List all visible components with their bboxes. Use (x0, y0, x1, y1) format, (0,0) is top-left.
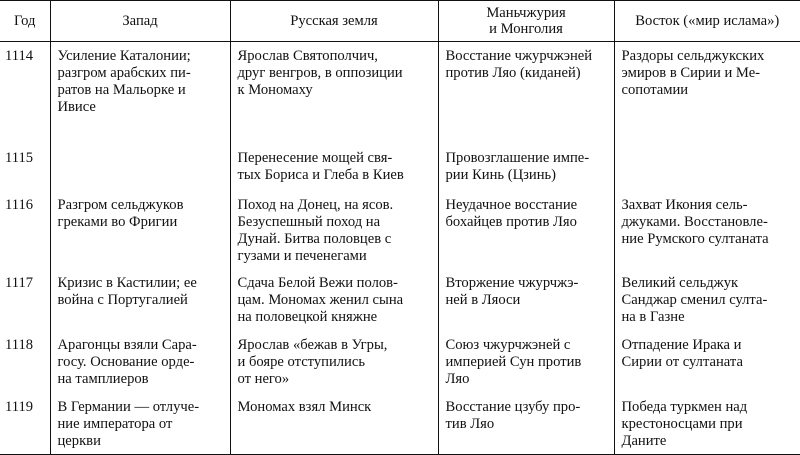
cell-year: 1116 (5, 196, 34, 213)
cell-rus: Сдача Белой Вежи полов- цам. Мономах женил сына на половецкой княжне (230, 269, 438, 331)
cell-east: Победа туркмен над крестоносцами при Даните (614, 393, 800, 455)
cell-manchuria-mongolia: Восстание цзубу про- тив Ляо (438, 393, 614, 455)
table-row (0, 42, 800, 144)
cell-west: Усиление Каталонии; разгром арабских пи- ратов на Мальорке и Ивисе (50, 42, 230, 144)
cell-rus: Перенесение мощей свя- тых Бориса и Глеба в Киев (230, 144, 438, 191)
cell-manchuria-mongolia: Союз чжурчжэней с империей Сун против Ляо (438, 331, 614, 393)
cell-rus: Мономах взял Минск (230, 393, 438, 455)
header-rus: Русская земля (230, 1, 438, 42)
cell-manchuria-mongolia: Провозглашение импе- рии Кинь (Цзинь) (438, 144, 614, 191)
table-row (0, 191, 800, 269)
table-row (0, 269, 800, 331)
cell-year: 1118 (5, 336, 34, 353)
cell-rus: Поход на Донец, на ясов. Безуспешный поход на Дунай. Битва половцев с гузами и печенегами (230, 191, 438, 269)
cell-year: 1114 (5, 48, 34, 64)
header-year: Год (0, 1, 50, 42)
cell-year: 1115 (5, 149, 34, 166)
cell-east (614, 144, 800, 191)
cell-east: Захват Икония сель- джуками. Восстановле- ние Румского султаната (614, 191, 800, 269)
cell-east: Отпадение Ирака и Сирии от султаната (614, 331, 800, 393)
cell-manchuria-mongolia: Вторжение чжурчжэ- ней в Ляоси (438, 269, 614, 331)
table-header-row (0, 1, 800, 42)
header-manchuria-mongolia: Маньчжурия и Монголия (438, 1, 614, 42)
table-row (0, 144, 800, 191)
table-row (0, 331, 800, 393)
cell-rus: Ярослав «бежав в Угры, и бояре отступились от него» (230, 331, 438, 393)
cell-manchuria-mongolia: Неудачное восстание бохайцев против Ляо (438, 191, 614, 269)
cell-west: Арагонцы взяли Сара- госу. Основание орде- на тамплиеров (50, 331, 230, 393)
cell-east: Великий сельджук Санджар сменил султа- на в Газне (614, 269, 800, 331)
cell-west: В Германии — отлуче- ние императора от церкви (50, 393, 230, 455)
header-west: Запад (50, 1, 230, 42)
cell-west: Кризис в Кастилии; ее война с Португалией (50, 269, 230, 331)
cell-west: Разгром сельджуков греками во Фригии (50, 191, 230, 269)
cell-manchuria-mongolia: Восстание чжурчжэней против Ляо (киданей) (438, 42, 614, 144)
cell-east: Раздоры сельджукских эмиров в Сирии и Ме- сопотамии (614, 42, 800, 144)
cell-rus: Ярослав Святополчич, друг венгров, в оппозиции к Мономаху (230, 42, 438, 144)
cell-west (50, 144, 230, 191)
header-east: Восток («мир ислама») (614, 1, 800, 42)
cell-year: 1117 (5, 274, 34, 291)
cell-year: 1119 (0, 393, 50, 455)
table-row (0, 393, 800, 455)
